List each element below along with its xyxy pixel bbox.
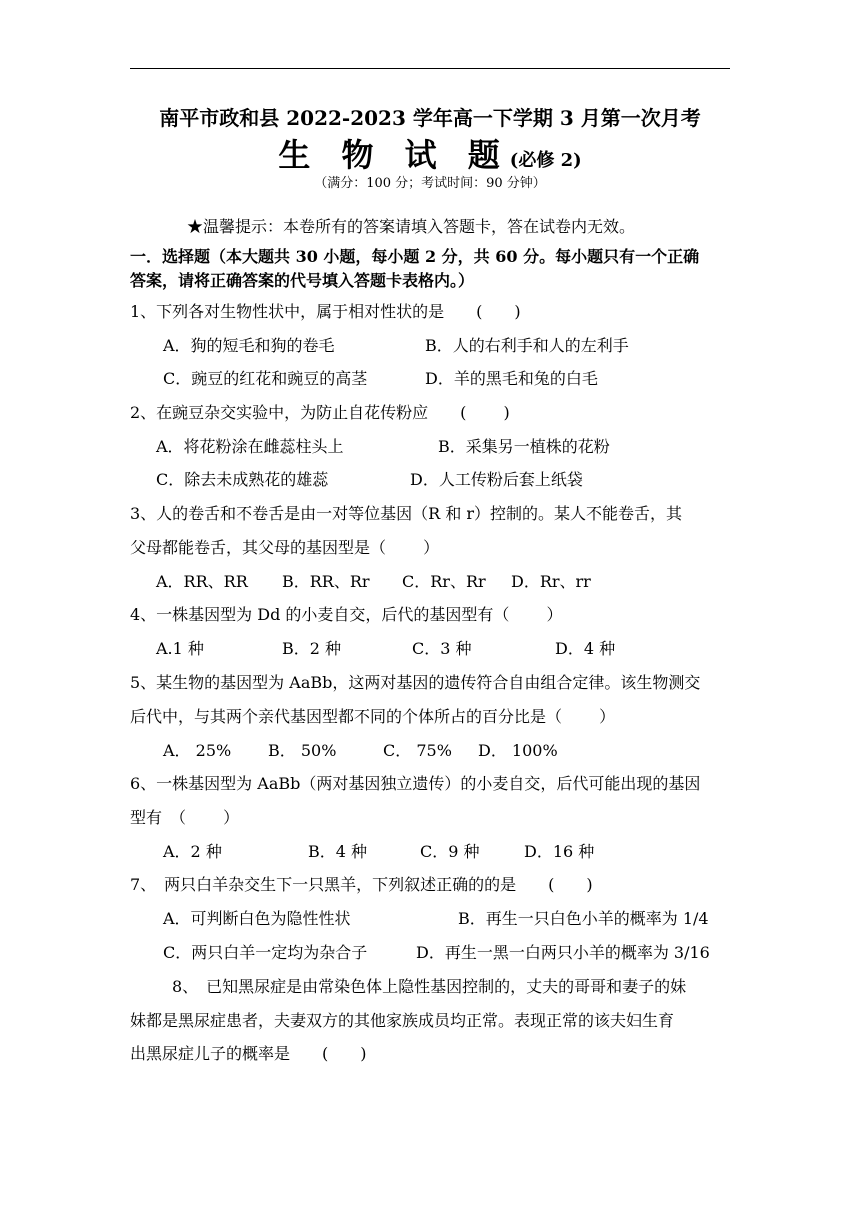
question-6-option-c: C．9 种	[420, 842, 480, 861]
question-4-option-c: C．3 种	[412, 639, 472, 658]
question-4-option-d: D．4 种	[555, 639, 616, 658]
question-3-option-c: C．Rr、Rr	[402, 572, 486, 591]
question-7-option-d: D．再生一黑一白两只小羊的概率为 3/16	[416, 943, 710, 962]
question-3-line1: 3、人的卷舌和不卷舌是由一对等位基因（R 和 r）控制的。某人不能卷舌，其	[130, 504, 683, 523]
question-2-option-a: A．将花粉涂在雌蕊柱头上	[156, 437, 344, 456]
question-5-line1: 5、某生物的基因型为 AaBb，这两对基因的遗传符合自由组合定律。该生物测交	[130, 673, 701, 692]
notice: ★温馨提示：本卷所有的答案请填入答题卡，答在试卷内无效。	[187, 217, 636, 236]
question-3-option-d: D．Rr、rr	[511, 572, 591, 591]
question-7-option-a: A．可判断白色为隐性性状	[163, 909, 351, 928]
question-3-option-b: B．RR、Rr	[282, 572, 370, 591]
exam-title: 南平市政和县 2022-2023 学年高一下学期 3 月第一次月考	[159, 106, 701, 130]
question-8-line1: 8、 已知黑尿症是由常染色体上隐性基因控制的，丈夫的哥哥和妻子的妹	[172, 977, 687, 996]
question-4-option-b: B．2 种	[282, 639, 342, 658]
question-5-option-a: A． 25%	[163, 741, 232, 760]
question-5-line2: 后代中，与其两个亲代基因型都不同的个体所占的百分比是（ ）	[130, 707, 616, 726]
question-2-option-b: B．采集另一植株的花粉	[438, 437, 610, 456]
question-2-option-d: D．人工传粉后套上纸袋	[410, 470, 583, 489]
question-2-stem: 2、在豌豆杂交实验中，为防止自花传粉应 ( )	[130, 403, 510, 422]
question-1-option-d: D．羊的黑毛和兔的白毛	[425, 369, 598, 388]
question-6-option-a: A．2 种	[163, 842, 222, 861]
score-info: （满分：100 分；考试时间：90 分钟）	[314, 176, 546, 191]
subject-module: (必修 2)	[509, 150, 582, 171]
question-7-stem: 7、 两只白羊杂交生下一只黑羊，下列叙述正确的的是 ( )	[130, 875, 593, 894]
question-6-line2: 型有 （ ）	[130, 808, 240, 827]
question-7-option-c: C．两只白羊一定均为杂合子	[163, 943, 368, 962]
question-3-line2: 父母都能卷舌，其父母的基因型是（ ）	[130, 538, 440, 557]
question-1-stem: 1、下列各对生物性状中，属于相对性状的是 ( )	[130, 302, 521, 321]
question-4-option-a: A.1 种	[156, 639, 204, 658]
question-7-option-b: B．再生一只白色小羊的概率为 1/4	[458, 909, 709, 928]
header-rule	[130, 68, 730, 69]
question-5-option-c: C． 75%	[383, 741, 452, 760]
question-3-option-a: A．RR、RR	[156, 572, 248, 591]
question-6-option-d: D．16 种	[524, 842, 595, 861]
question-5-option-d: D． 100%	[478, 741, 558, 760]
question-1-option-c: C．豌豆的红花和豌豆的高茎	[163, 369, 368, 388]
question-8-line3: 出黑尿症儿子的概率是 ( )	[130, 1044, 367, 1063]
question-6-option-b: B．4 种	[308, 842, 368, 861]
section-heading-line1: 一．选择题（本大题共 30 小题，每小题 2 分，共 60 分。每小题只有一个正确	[130, 247, 700, 266]
question-4-stem: 4、一株基因型为 Dd 的小麦自交，后代的基因型有（ ）	[130, 605, 563, 624]
question-5-option-b: B． 50%	[268, 741, 337, 760]
question-8-line2: 妹都是黑尿症患者，夫妻双方的其他家族成员均正常。表现正常的该夫妇生育	[130, 1011, 675, 1030]
question-2-option-c: C．除去未成熟花的雄蕊	[156, 470, 329, 489]
question-6-line1: 6、一株基因型为 AaBb（两对基因独立遗传）的小麦自交，后代可能出现的基因	[130, 774, 701, 793]
subject-name: 生 物 试 题	[278, 136, 510, 174]
question-1-option-a: A．狗的短毛和狗的卷毛	[163, 336, 335, 355]
question-1-option-b: B．人的右利手和人的左利手	[425, 336, 629, 355]
section-heading-line2: 答案，请将正确答案的代号填入答题卡表格内。）	[130, 271, 475, 290]
